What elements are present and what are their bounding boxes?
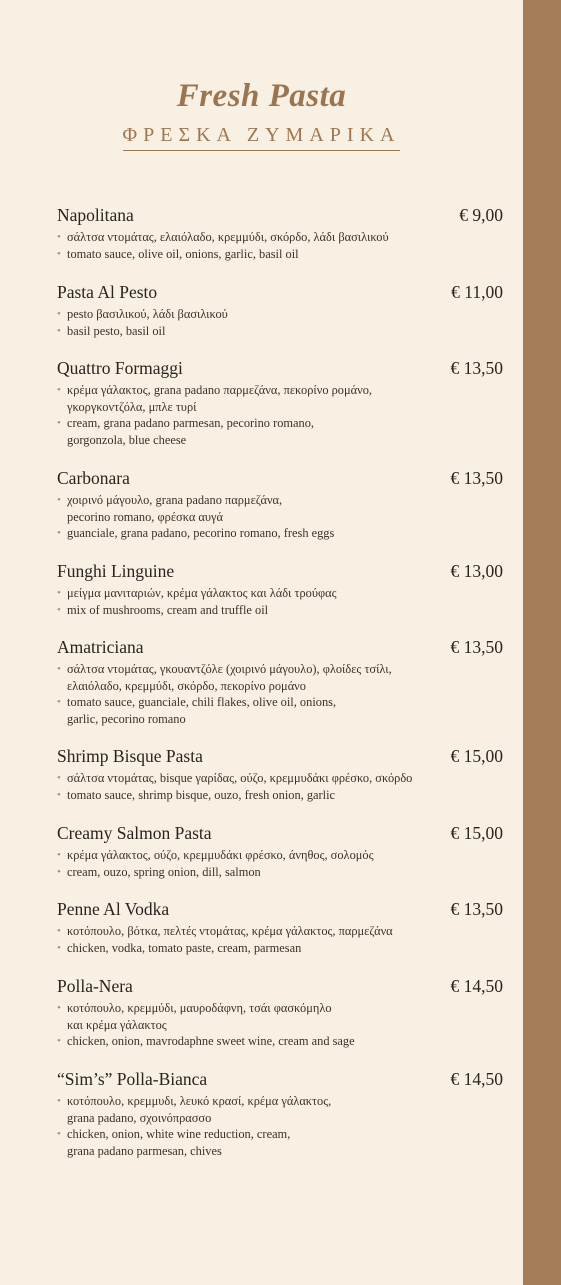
menu-item-header — [57, 282, 503, 303]
menu-item — [57, 561, 503, 618]
menu-item-header — [57, 561, 503, 582]
menu-item-price: € 15,00 — [450, 823, 503, 843]
menu-item-ingredient-line: • κρέμα γάλακτος, grana padano παρμεζάνα, πεκορίνο ρομάνο, γκοργκοντζόλα, μπλε τυρί — [57, 382, 503, 415]
menu-item-ingredient-line: • guanciale, grana padano, pecorino romano, fresh eggs — [57, 525, 503, 542]
menu-item-price: € 13,50 — [450, 468, 503, 488]
menu-item-price: € 14,50 — [450, 976, 503, 996]
menu-item-ingredient-line: • tomato sauce, shrimp bisque, ouzo, fresh onion, garlic — [57, 787, 503, 804]
section-title-script: Fresh Pasta — [176, 78, 347, 114]
menu-item-ingredient-line: • cream, ouzo, spring onion, dill, salmon — [57, 864, 503, 881]
section-title-greek-text: ΦΡΕΣΚΑ ΖΥΜΑΡΙΚΑ — [123, 124, 401, 151]
menu-item-description — [57, 585, 503, 618]
menu-item-ingredient-line: • κοτόπουλο, κρεμμύδι, μαυροδάφνη, τσάι φασκόμηλο και κρέμα γάλακτος — [57, 1000, 503, 1033]
menu-item — [57, 976, 503, 1050]
menu-item — [57, 1069, 503, 1159]
menu-item-price: € 15,00 — [450, 746, 503, 766]
menu-item — [57, 823, 503, 880]
menu-item-price: € 9,00 — [459, 205, 503, 225]
menu-item-description — [57, 770, 503, 803]
menu-item-ingredient-line: • basil pesto, basil oil — [57, 323, 503, 340]
menu-item — [57, 746, 503, 803]
menu-item — [57, 899, 503, 956]
side-accent-bar — [523, 0, 561, 1285]
menu-item-name: Polla-Nera — [57, 976, 133, 996]
menu-item-ingredient-line: • chicken, vodka, tomato paste, cream, parmesan — [57, 940, 503, 957]
menu-item-header — [57, 205, 503, 226]
menu-item-name: “Sim’s” Polla-Bianca — [57, 1069, 208, 1089]
menu-item-description — [57, 847, 503, 880]
menu-item-header — [57, 746, 503, 767]
menu-item-ingredient-line: • σάλτσα ντομάτας, γκουαντζόλε (χοιρινό μάγουλο), φλοίδες τσίλι, ελαιόλαδο, κρεμμύδι, σκόρδο, πεκορίνο ρομάνο — [57, 661, 503, 694]
menu-item-description — [57, 306, 503, 339]
menu-item-ingredient-line: • μείγμα μανιταριών, κρέμα γάλακτος και λάδι τρούφας — [57, 585, 503, 602]
menu-item-ingredient-line: • κρέμα γάλακτος, ούζο, κρεμμυδάκι φρέσκο, άνηθος, σολομός — [57, 847, 503, 864]
menu-item-ingredient-line: • mix of mushrooms, cream and truffle oil — [57, 602, 503, 619]
menu-item-header — [57, 1069, 503, 1090]
menu-item-description — [57, 923, 503, 956]
menu-item-description — [57, 661, 503, 727]
menu-item-name: Pasta Al Pesto — [57, 282, 158, 302]
menu-item-ingredient-line: • κοτόπουλο, κρεμμυδι, λευκό κρασί, κρέμα γάλακτος, grana padano, σχοινόπρασσο — [57, 1093, 503, 1126]
menu-item-ingredient-line: • cream, grana padano parmesan, pecorino romano, gorgonzola, blue cheese — [57, 415, 503, 448]
menu-item-ingredient-line: • σάλτσα ντομάτας, ελαιόλαδο, κρεμμύδι, σκόρδο, λάδι βασιλικού — [57, 229, 503, 246]
menu-item-ingredient-line: • κοτόπουλο, βότκα, πελτές ντομάτας, κρέμα γάλακτος, παρμεζάνα — [57, 923, 503, 940]
menu-item-name: Quattro Formaggi — [57, 358, 183, 378]
menu-item-price: € 14,50 — [450, 1069, 503, 1089]
menu-item-header — [57, 976, 503, 997]
menu-item — [57, 637, 503, 727]
menu-item-header — [57, 358, 503, 379]
menu-item-price: € 13,50 — [450, 637, 503, 657]
menu-item — [57, 282, 503, 339]
menu-item-name: Napolitana — [57, 205, 134, 225]
menu-item-price: € 11,00 — [451, 282, 503, 302]
menu-item-name: Amatriciana — [57, 637, 144, 657]
menu-item-name: Shrimp Bisque Pasta — [57, 746, 203, 766]
menu-item-name: Penne Al Vodka — [57, 899, 170, 919]
menu-item — [57, 358, 503, 448]
menu-item-price: € 13,00 — [450, 561, 503, 581]
menu-item-name: Creamy Salmon Pasta — [57, 823, 212, 843]
menu-item-header — [57, 899, 503, 920]
menu-item-ingredient-line: • chicken, onion, mavrodaphne sweet wine, cream and sage — [57, 1033, 503, 1050]
menu-item-ingredient-line: • chicken, onion, white wine reduction, cream, grana padano parmesan, chives — [57, 1126, 503, 1159]
menu-item-ingredient-line: • χοιρινό μάγουλο, grana padano παρμεζάνα, pecorino romano, φρέσκα αυγά — [57, 492, 503, 525]
menu-item-ingredient-line: • tomato sauce, guanciale, chili flakes, olive oil, onions, garlic, pecorino romano — [57, 694, 503, 727]
menu-item-description — [57, 1000, 503, 1050]
menu-item-ingredient-line: • σάλτσα ντομάτας, bisque γαρίδας, ούζο, κρεμμυδάκι φρέσκο, σκόρδο — [57, 770, 503, 787]
menu-item-name: Carbonara — [57, 468, 130, 488]
menu-item-header — [57, 468, 503, 489]
menu-item-price: € 13,50 — [450, 899, 503, 919]
menu-item-description — [57, 492, 503, 542]
menu-item-header — [57, 823, 503, 844]
menu-item-price: € 13,50 — [450, 358, 503, 378]
menu-item-description — [57, 1093, 503, 1159]
menu-item-description — [57, 229, 503, 262]
menu-item-description — [57, 382, 503, 448]
menu-item-ingredient-line: • pesto βασιλικού, λάδι βασιλικού — [57, 306, 503, 323]
menu-item-ingredient-line: • tomato sauce, olive oil, onions, garlic, basil oil — [57, 246, 503, 263]
menu-item-header — [57, 637, 503, 658]
menu-item — [57, 468, 503, 542]
menu-item — [57, 205, 503, 262]
menu-item-name: Funghi Linguine — [57, 561, 175, 581]
section-title-greek — [0, 124, 523, 151]
